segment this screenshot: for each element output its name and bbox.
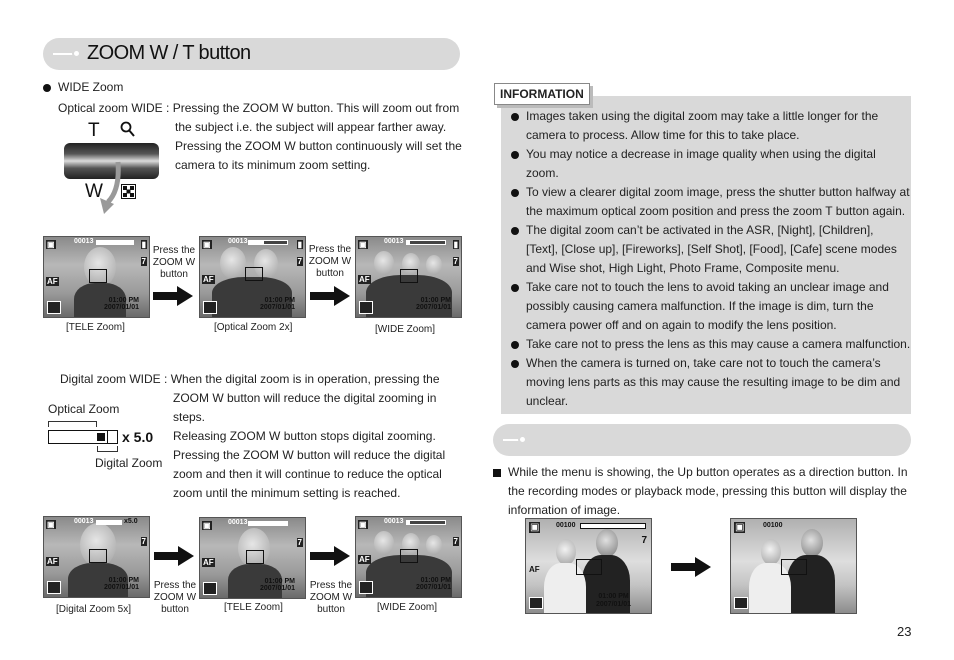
focus-frame xyxy=(400,269,418,283)
camera-screen-wide-2 xyxy=(355,516,462,598)
battery-icon: ▮ xyxy=(453,240,458,249)
screen-caption: [Optical Zoom 2x] xyxy=(214,322,293,333)
timestamp xyxy=(416,577,451,591)
camera-screen-tele-2 xyxy=(199,517,306,599)
info-section-line: While the menu is showing, the Up button operates as a direction button. In xyxy=(508,465,908,479)
info-bullet xyxy=(511,113,519,121)
digital-zoom-label: Digital Zoom xyxy=(95,456,163,470)
af-icon: AF xyxy=(47,557,58,566)
camera-screen-with-info xyxy=(525,518,652,614)
time-text: 01:00 PM xyxy=(108,297,139,304)
digital-zoom-line: Digital zoom WIDE : When the digital zoom is in operation, pressing the xyxy=(60,372,440,386)
zoom-bar xyxy=(96,240,134,245)
camera-screen-digital-5x xyxy=(43,516,150,598)
info-item-line: You may notice a decrease in image quality when using the digital xyxy=(526,147,876,161)
press-label: Press the ZOOM W button xyxy=(308,244,352,279)
subject-face xyxy=(374,251,394,275)
screen-caption: [WIDE Zoom] xyxy=(375,324,436,335)
shot-counter: 00013 xyxy=(228,238,248,245)
zoom-bar xyxy=(580,523,646,529)
digital-bracket xyxy=(97,446,118,452)
wide-zoom-line: Pressing the ZOOM W button continuously will set the xyxy=(175,139,462,153)
time-text: 01:00 PM xyxy=(108,577,139,584)
size-icon: 7 xyxy=(141,257,146,266)
timestamp xyxy=(260,297,295,311)
size-icon: 7 xyxy=(453,257,458,266)
press-label: Press the ZOOM W button xyxy=(153,580,197,615)
date-text: 2007/01/01 xyxy=(103,584,139,591)
wide-zoom-line: camera to its minimum zoom setting. xyxy=(175,158,371,172)
info-item-line: [Text], [Close up], [Fireworks], [Self Shot], [Food], [Cafe] scene modes xyxy=(526,242,897,256)
af-icon: AF xyxy=(529,565,540,574)
digital-zoom-line: steps. xyxy=(173,410,206,424)
screen-caption: [TELE Zoom] xyxy=(66,322,125,333)
timestamp xyxy=(104,577,139,591)
shot-counter: 00013 xyxy=(228,519,248,526)
section-header-bar-2 xyxy=(493,424,911,456)
camera-mode-icon: ▣ xyxy=(47,240,55,249)
date-text: 2007/01/01 xyxy=(415,304,451,311)
magnify-icon xyxy=(120,121,136,139)
info-item-line: possibly causing camera malfunction. If the image is dim, turn the xyxy=(526,299,874,313)
info-item-line: moving lens parts as this may cause the resulting image to be dim and xyxy=(526,375,901,389)
right-arrow-icon xyxy=(153,286,193,306)
subject-face xyxy=(374,531,394,555)
time-text: 01:00 PM xyxy=(264,578,295,585)
menu-icon xyxy=(359,581,373,594)
page-number: 23 xyxy=(897,624,912,639)
info-bullet xyxy=(511,284,519,292)
optical-zoom-label: Optical Zoom xyxy=(48,402,120,416)
camera-mode-icon: ▣ xyxy=(735,522,745,533)
camera-mode-icon: ▣ xyxy=(359,520,367,529)
date-text: 2007/01/01 xyxy=(103,304,139,311)
timestamp xyxy=(260,578,295,592)
subject-face xyxy=(596,529,618,557)
zoom-bar xyxy=(248,521,288,526)
info-bullet xyxy=(511,189,519,197)
af-icon: AF xyxy=(203,558,214,567)
subject-face xyxy=(426,255,442,275)
digital-zoom-line: ZOOM W button will reduce the digital zooming in xyxy=(173,391,437,405)
info-item-line: When the camera is turned on, take care not to touch the camera’s xyxy=(526,356,881,370)
shot-counter: 00013 xyxy=(74,518,94,525)
menu-icon xyxy=(529,597,543,609)
right-arrow-icon xyxy=(310,546,350,566)
right-arrow-icon xyxy=(310,286,350,306)
subject-face xyxy=(761,539,781,565)
zoom-bar xyxy=(96,520,122,525)
menu-icon xyxy=(203,582,217,595)
header-dot xyxy=(72,49,81,58)
wide-zoom-line: Optical zoom WIDE : Pressing the ZOOM W button. This will zoom out from xyxy=(58,101,460,115)
time-text: 01:00 PM xyxy=(420,577,451,584)
focus-frame xyxy=(400,549,418,563)
square-bullet xyxy=(493,469,501,477)
right-arrow-icon xyxy=(154,546,194,566)
date-text: 2007/01/01 xyxy=(596,601,632,608)
size-icon: 7 xyxy=(297,538,302,547)
wide-zoom-line: the subject i.e. the subject will appear farther away. xyxy=(175,120,447,134)
date-text: 2007/01/01 xyxy=(259,585,295,592)
header-dot-2 xyxy=(518,435,527,444)
menu-icon xyxy=(203,301,217,314)
zoom-bar xyxy=(248,240,288,245)
screen-caption: [TELE Zoom] xyxy=(224,602,283,613)
information-label: INFORMATION xyxy=(494,83,590,105)
shot-counter: 00013 xyxy=(74,238,94,245)
size-icon: 7 xyxy=(453,537,458,546)
digital-zoom-line: zoom until the minimum setting is reached. xyxy=(173,486,401,500)
af-icon: AF xyxy=(203,275,214,284)
subject-face xyxy=(426,535,442,555)
lever-t-label: T xyxy=(88,120,100,141)
af-icon: AF xyxy=(359,555,370,564)
screen-caption: [Digital Zoom 5x] xyxy=(56,604,132,615)
camera-screen-tele xyxy=(43,236,150,318)
focus-frame xyxy=(781,559,807,575)
shot-counter: 00013 xyxy=(384,518,404,525)
time-text: 01:00 PM xyxy=(598,593,629,600)
zoom-divider xyxy=(107,431,108,443)
info-section-line: the recording modes or playback mode, pressing this button will display the xyxy=(508,484,907,498)
info-item-line: Take care not to touch the lens to avoid taking an unclear image and xyxy=(526,280,889,294)
subject-face xyxy=(220,247,246,279)
info-bullet xyxy=(511,227,519,235)
date-text: 2007/01/01 xyxy=(259,304,295,311)
focus-frame xyxy=(245,267,263,281)
bullet xyxy=(43,84,51,92)
timestamp xyxy=(416,297,451,311)
info-item-line: zoom. xyxy=(526,166,559,180)
info-item-line: the maximum optical zoom position and press the zoom T button again. xyxy=(526,204,906,218)
info-item-line: To view a clearer digital zoom image, press the shutter button halfway at xyxy=(526,185,910,199)
size-icon: 7 xyxy=(141,537,146,546)
thumbnail-grid-icon xyxy=(121,184,136,199)
digital-zoom-line: Releasing ZOOM W button stops digital zooming. xyxy=(173,429,436,443)
info-item-line: camera to process. Allow time for this to take place. xyxy=(526,128,800,142)
zoom-indicator-fill xyxy=(97,433,105,441)
time-text: 01:00 PM xyxy=(264,297,295,304)
info-item-line: camera power off and on again to modify the lens position. xyxy=(526,318,837,332)
camera-screen-without-info xyxy=(730,518,857,614)
focus-frame xyxy=(89,549,107,563)
timestamp xyxy=(596,593,631,609)
right-arrow-icon xyxy=(671,557,711,577)
info-item-line: The digital zoom can’t be activated in the ASR, [Night], [Children], xyxy=(526,223,874,237)
subject-face xyxy=(801,529,823,557)
lever-w-label: W xyxy=(85,181,103,202)
af-icon: AF xyxy=(47,277,58,286)
info-item-line: Take care not to press the lens as this may cause a camera malfunction. xyxy=(526,337,911,351)
timestamp xyxy=(104,297,139,311)
info-bullet xyxy=(511,341,519,349)
battery-icon: ▮ xyxy=(297,240,302,249)
digital-zoom-line: zoom and then it will continue to reduce the optical xyxy=(173,467,442,481)
menu-icon xyxy=(47,301,61,314)
menu-icon xyxy=(359,301,373,314)
zoom-bar xyxy=(406,520,446,525)
camera-mode-icon: ▣ xyxy=(47,520,55,529)
shot-counter: 00013 xyxy=(384,238,404,245)
menu-icon xyxy=(734,597,748,609)
info-bullet xyxy=(511,360,519,368)
date-text: 2007/01/01 xyxy=(415,584,451,591)
info-item-line: Images taken using the digital zoom may take a little longer for the xyxy=(526,109,879,123)
menu-icon xyxy=(47,581,61,594)
camera-screen-optical-2x xyxy=(199,236,306,318)
optical-bracket xyxy=(48,421,97,427)
shot-counter: 00100 xyxy=(763,522,783,529)
page-title: ZOOM W / T button xyxy=(87,42,251,64)
camera-mode-icon: ▣ xyxy=(203,240,211,249)
digital-zoom-readout: x5.0 xyxy=(124,518,138,525)
zoom-value: x 5.0 xyxy=(122,429,154,445)
camera-mode-icon: ▣ xyxy=(359,240,367,249)
info-item-line: and Wise shot, High Light, Photo Frame, Composite menu. xyxy=(526,261,840,275)
size-icon: 7 xyxy=(297,257,302,266)
camera-mode-icon: ▣ xyxy=(530,522,540,533)
shot-counter: 00100 xyxy=(556,522,576,529)
camera-screen-wide xyxy=(355,236,462,318)
time-text: 01:00 PM xyxy=(420,297,451,304)
info-section-line: information of image. xyxy=(508,503,621,517)
camera-mode-icon: ▣ xyxy=(203,521,211,530)
af-icon: AF xyxy=(359,275,370,284)
info-bullet xyxy=(511,151,519,159)
screen-caption: [WIDE Zoom] xyxy=(377,602,438,613)
zoom-indicator-bar xyxy=(48,430,118,444)
focus-frame xyxy=(246,550,264,564)
press-label: Press the ZOOM W button xyxy=(152,245,196,280)
wide-zoom-heading: WIDE Zoom xyxy=(58,80,124,94)
subject-face xyxy=(556,539,576,565)
info-item-line: unclear. xyxy=(526,394,569,408)
focus-frame xyxy=(576,559,602,575)
battery-icon: ▮ xyxy=(141,240,146,249)
press-label: Press the ZOOM W button xyxy=(309,580,353,615)
focus-frame xyxy=(89,269,107,283)
zoom-bar xyxy=(406,240,446,245)
size-icon: 7 xyxy=(641,535,647,546)
digital-zoom-line: Pressing the ZOOM W button will reduce the digital xyxy=(173,448,446,462)
